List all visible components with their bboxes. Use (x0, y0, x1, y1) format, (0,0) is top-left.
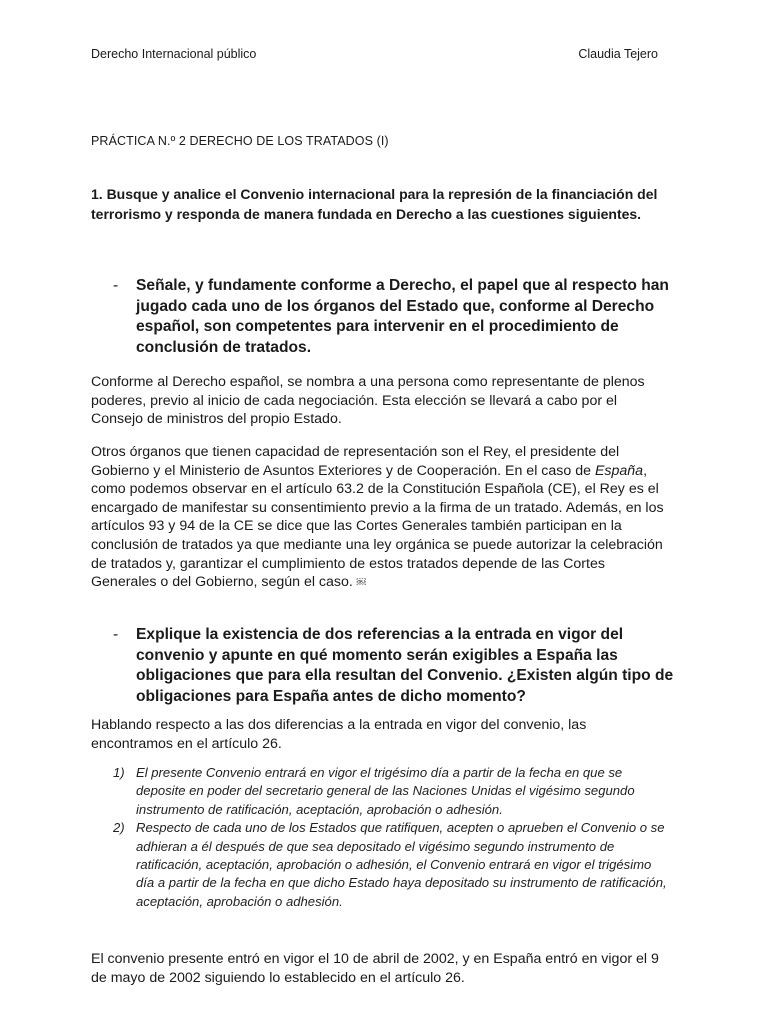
header-course-title: Derecho Internacional público (91, 47, 257, 61)
answer-paragraph-3: Hablando respecto a las dos diferencias a la entrada en vigor del convenio, las encontramos en el artículo 26. (91, 717, 587, 752)
header-author-name: Claudia Tejero (578, 47, 658, 61)
bullet-question-2-text: Explique la existencia de dos referencias a la entrada en vigor del convenio y apunte en qué momento serán exigibles a España las obligaciones que para ella resultan del Convenio. ¿Existen algún tipo de obligaciones para España antes de dicho momento? (136, 626, 674, 705)
list-item-text: El presente Convenio entrará en vigor el trigésimo día a partir de la fecha en que se deposite en poder del secretario general de las Naciones Unidas el vigésimo segundo instrumento de ratificación, aceptación, aprobación o adhesión. (136, 765, 635, 817)
list-item-number: 1) (113, 765, 125, 780)
bullet-question-1-text: Señale, y fundamente conforme a Derecho, el papel que al respecto han jugado cada uno de los órganos del Estado que, conforme al Derecho español, son competentes para intervenir en el procedimiento de conclusión de tratados. (136, 277, 669, 356)
answer-paragraph-4: El convenio presente entró en vigor el 10 de abril de 2002, y en España entró en vigor el 9 de mayo de 2002 siguiendo lo establecido en el artículo 26. (91, 951, 659, 986)
bullet-dash: - (113, 626, 119, 643)
list-item-text: Respecto de cada uno de los Estados que ratifiquen, acepten o aprueben el Convenio o se adhieran a él después de que sea depositado el vigésimo segundo instrumento de ratificación, aceptación, aprobación o adhesión, el Convenio entrará en vigor el trigésimo día a partir de la fecha en que dicho Estado haya depositado su instrumento de ratificación, aceptación, aprobación o adhesión. (136, 820, 667, 909)
bullet-dash: - (113, 277, 119, 294)
practice-title: PRÁCTICA N.º 2 DERECHO DE LOS TRATADOS (I) (91, 134, 389, 148)
paragraph-2-part-2: , como podemos observar en el artículo 63.2 de la Constitución Española (CE), el Rey es el encargado de manifestar su consentimiento previo a la firma de un tratado. Además, en los artículos 93 y 94 de la CE se dice que las Cortes Generales también participan en la conclusión de tratados ya que mediante una ley orgánica se puede autorizar la celebración de tratados y, garantizar el cumplimiento de estos tratados depende de las Cortes Generales o del Gobierno, según el caso. (91, 462, 664, 591)
article-26-list (113, 764, 668, 911)
list-item (113, 819, 668, 911)
answer-paragraph-2 (91, 443, 671, 592)
paragraph-2-italic-espana: España (594, 462, 644, 479)
list-item (113, 764, 668, 819)
paragraph-2-part-1: Otros órganos que tienen capacidad de representación son el Rey, el presidente del Gobierno y el Ministerio de Asuntos Exteriores y de Cooperación. En el caso de (91, 444, 620, 479)
list-item-number: 2) (113, 820, 125, 836)
question-1: 1. Busque y analice el Convenio internacional para la represión de la financiación del terrorismo y responda de manera fundada en Derecho a las cuestiones siguientes. (91, 186, 658, 222)
object-replacement-symbol: ￼ (356, 577, 366, 588)
answer-paragraph-1: Conforme al Derecho español, se nombra a una persona como representante de plenos poderes, previo al inicio de cada negociación. Esta elección se llevará a cabo por el Consejo de ministros del propio Estado. (91, 374, 645, 428)
